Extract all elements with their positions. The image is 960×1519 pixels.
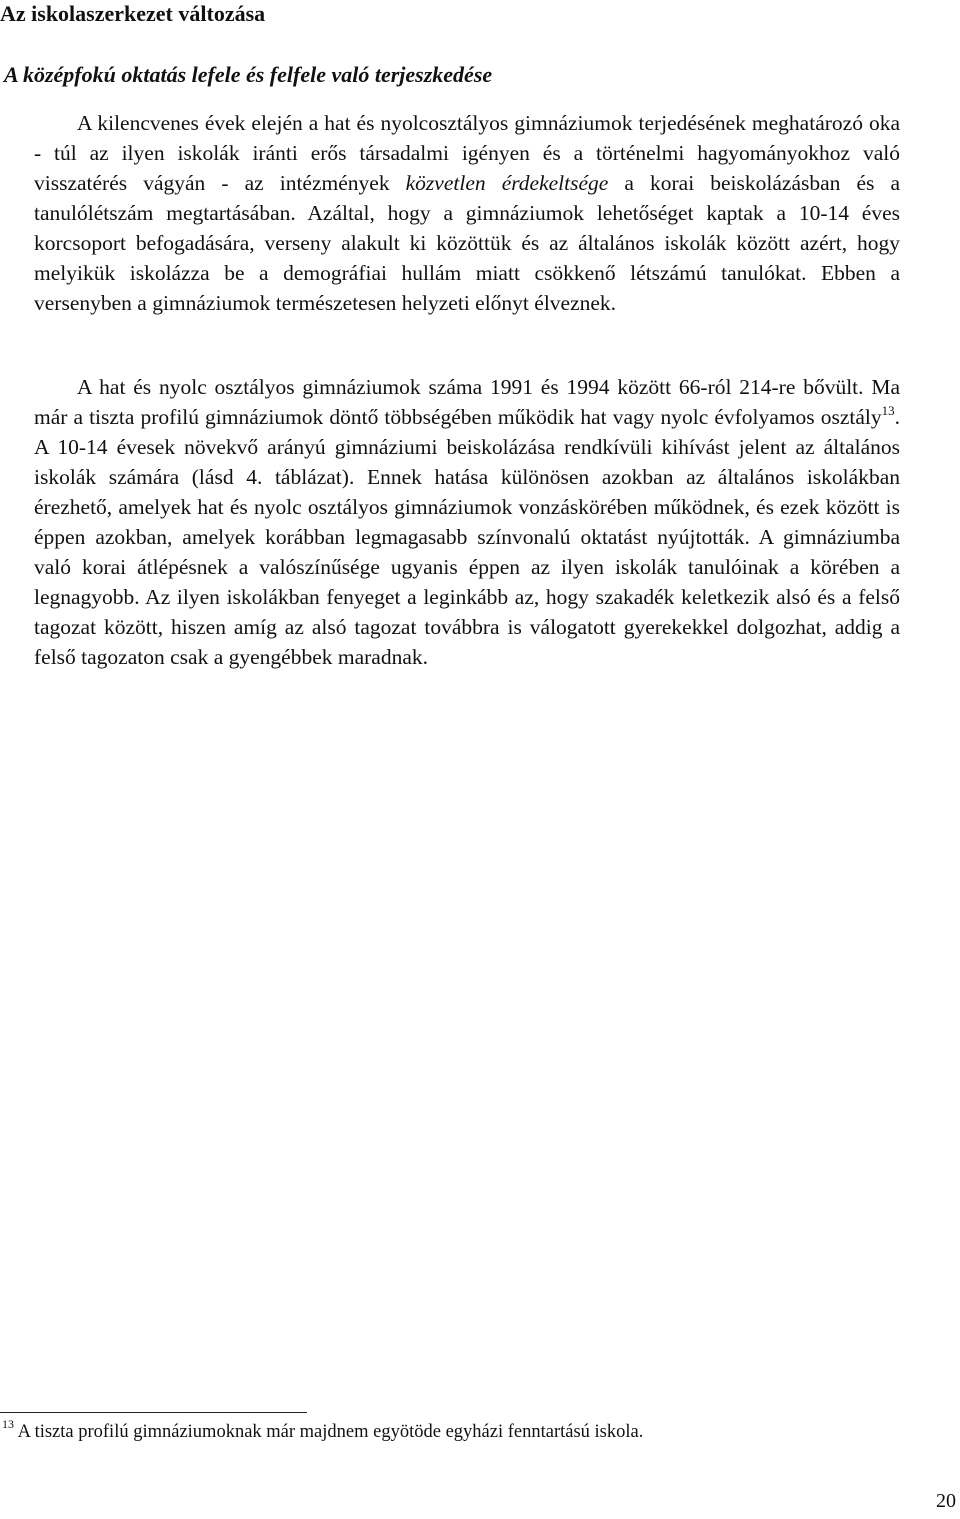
subsection-heading: A középfokú oktatás lefele és felfele való terjeszkedése [4,62,493,87]
paragraph-1-text-a: A kilencvenes évek elején a hat és nyolcosztályos gimnáziumok terjedésének meghatározó oka - túl az ilyen iskolák iránti erős társadalmi igényen és a történelmi hagyományokhoz való visszatérés vágyán - az intézmények [34,111,900,195]
paragraph-1-italic: közvetlen érdekeltsége [405,171,609,195]
footnote-number: 13 [2,1416,14,1431]
footnote [2,1416,644,1444]
footnote-text: A tiszta profilú gimnáziumoknak már majdnem egyötöde egyházi fenntartású iskola. [14,1422,644,1442]
paragraph-1-text-b: a korai beiskolázásban és a tanulólétszám megtartásában. Azáltal, hogy a gimnáziumok lehetőséget kaptak a 10-14 éves korcsoport befogadására, verseny alakult ki közöttük és az általános iskolák között azért, hogy melyikük iskolázza be a demográfiai hullám miatt csökkenő létszámú tanulókat. Ebben a versenyben a gimnáziumok természetesen helyzeti előnyt élveznek. [34,171,900,315]
paragraph-2 [34,372,900,672]
footnote-reference[interactable]: 13 [881,402,895,418]
footnote-separator [0,1412,307,1413]
paragraph-1 [34,108,900,318]
page-number: 20 [936,1490,956,1512]
paragraph-2-text-b: . A 10-14 évesek növekvő arányú gimnáziumi beiskolázása rendkívüli kihívást jelent az általános iskolák számára (lásd 4. táblázat). Ennek hatása különösen azokban az általános iskolákban érezhető, amelyek hat és nyolc osztályos gimnáziumok vonzáskörében működnek, és ezek között is éppen azokban, amelyek korábban legmagasabb színvonalú oktatást nyújtották. A gimnáziumba való korai átlépésnek a valószínűsége ugyanis éppen az ilyen iskolák tanulóinak a körében a legnagyobb. Az ilyen iskolákban fenyeget a leginkább az, hogy szakadék keletkezik alsó és a felső tagozat között, hiszen amíg az alsó tagozat továbbra is válogatott gyerekekkel dolgozhat, addig a felső tagozaton csak a gyengébbek maradnak. [34,405,900,669]
paragraph-2-text-a: A hat és nyolc osztályos gimnáziumok száma 1991 és 1994 között 66-ról 214-re bővült. Ma már a tiszta profilú gimnáziumok döntő többségében működik hat vagy nyolc évfolyamos osztály [34,375,900,429]
section-heading: Az iskolaszerkezet változása [0,1,266,26]
